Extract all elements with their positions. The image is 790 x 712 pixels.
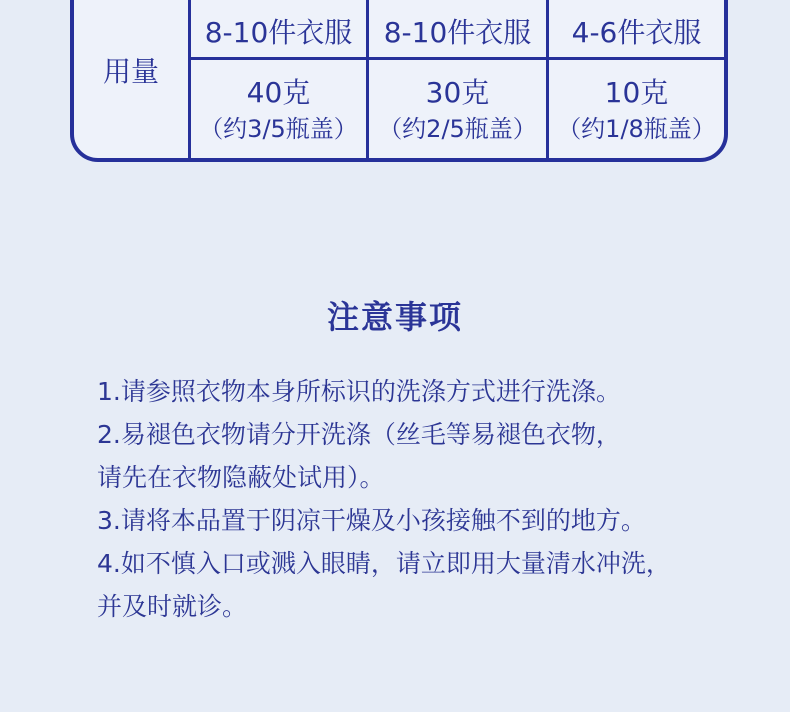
note-line: 4.如不慎入口或溅入眼睛，请立即用大量清水冲洗， (97, 549, 671, 578)
capacity-cell-3: 4-6件衣服 (571, 15, 702, 49)
dosage-bottle-cap: （约2/5瓶盖） (378, 115, 537, 143)
capacity-cell-2: 8-10件衣服 (383, 15, 532, 49)
dosage-bottle-cap: （约3/5瓶盖） (199, 115, 358, 143)
dosage-cell-2 (369, 60, 546, 162)
dosage-amount: 40克 (246, 76, 311, 109)
dosage-cell-3 (549, 60, 724, 162)
notes-list (97, 370, 737, 628)
dosage-table (70, 0, 728, 162)
dosage-amount: 10克 (604, 76, 669, 109)
dosage-cell-1 (191, 60, 366, 162)
note-line: 2.易褪色衣物请分开洗涤（丝毛等易褪色衣物， (97, 420, 621, 449)
notes-title: 注意事项 (326, 298, 463, 336)
dosage-row-label: 用量 (102, 55, 159, 88)
dosage-bottle-cap: （约1/8瓶盖） (557, 115, 716, 143)
note-line: 1.请参照衣物本身所标识的洗涤方式进行洗涤。 (97, 377, 621, 406)
note-line: 并及时就诊。 (97, 592, 248, 621)
dosage-amount: 30克 (425, 76, 490, 109)
note-line: 请先在衣物隐蔽处试用）。 (97, 463, 385, 492)
note-line: 3.请将本品置于阴凉干燥及小孩接触不到的地方。 (97, 506, 646, 535)
capacity-cell-1: 8-10件衣服 (204, 15, 353, 49)
